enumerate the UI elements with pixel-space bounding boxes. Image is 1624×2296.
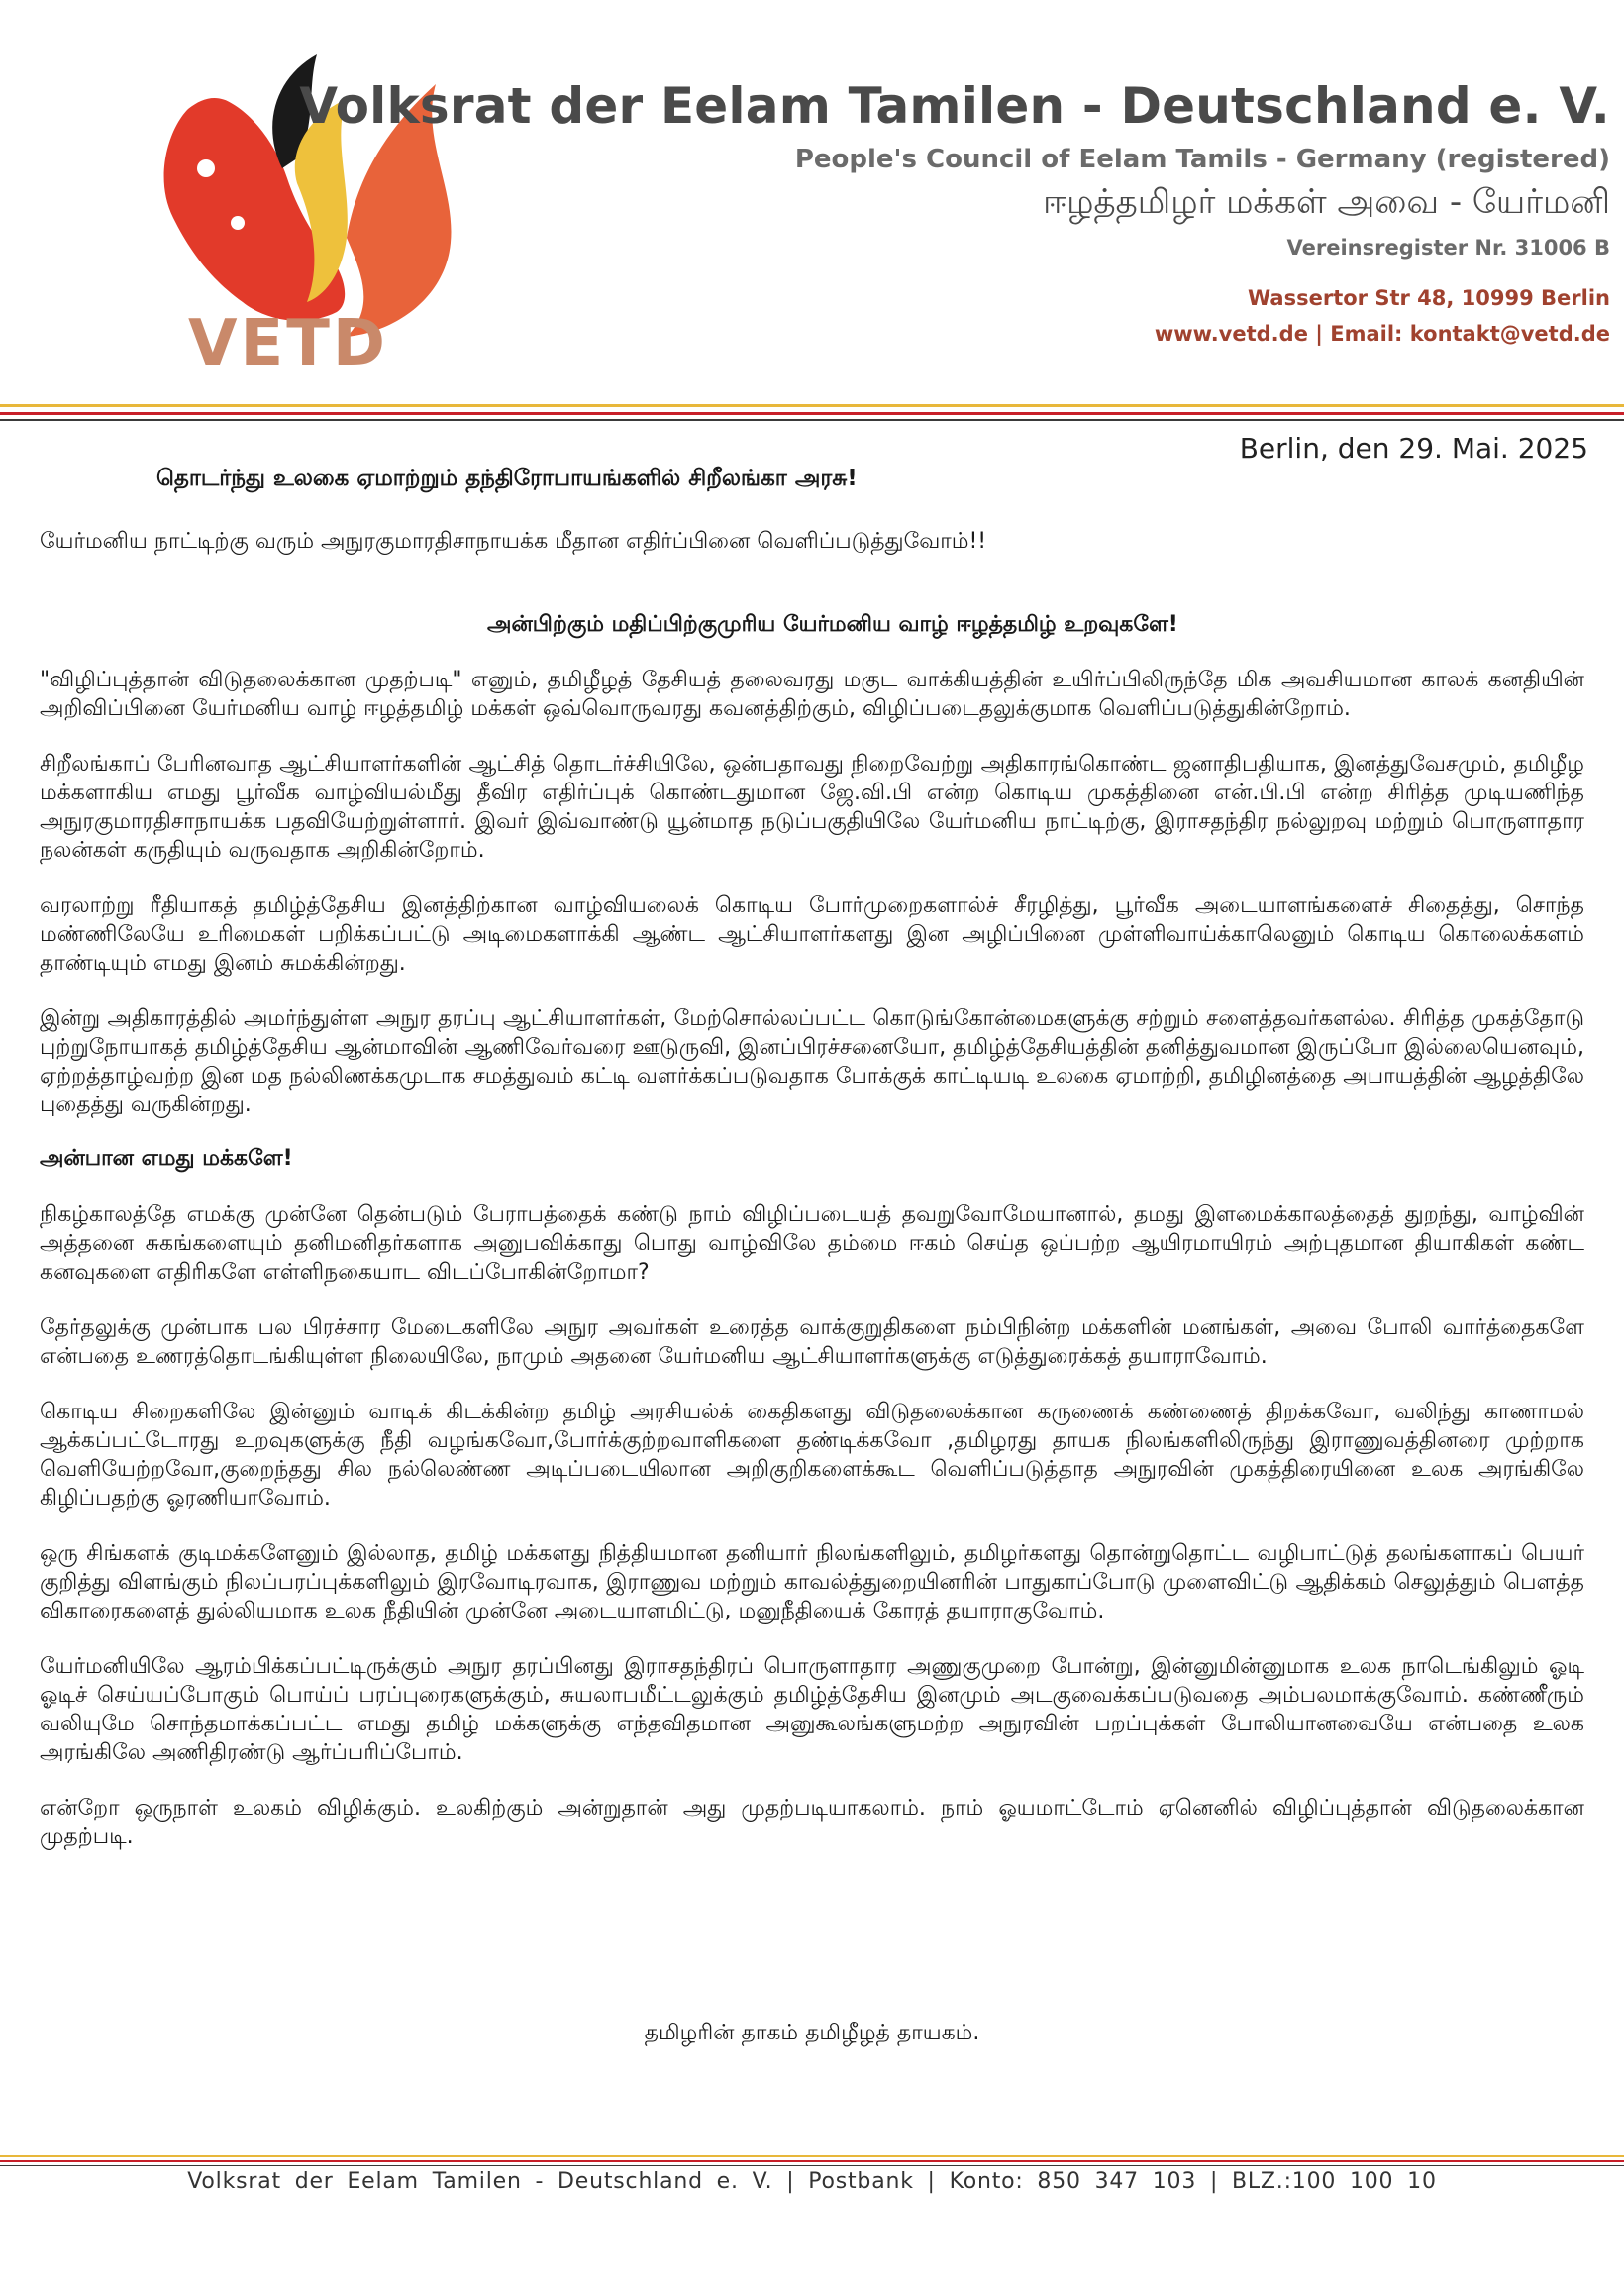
body-paragraph: வரலாற்று ரீதியாகத் தமிழ்த்தேசிய இனத்திற்கான வாழ்வியலைக் கொடிய போர்முறைகளால்ச் சீரழித்து, பூர்வீக அடையாளங்களைச் சிதைத்து, சொந்த மண்ணிலேயே உரிமைகள் பறிக்கப்பட்டு அடிமைகளாக்கி ஆண்ட ஆட்சியாளர்களது இன அழிப்பினை முள்ளிவாய்க்காலெனும் கொடிய கொலைக்களம் தாண்டியும் எமது இனம் சுமக்கின்றது.	[40, 893, 1585, 976]
header-rule-gold	[0, 404, 1624, 407]
body-paragraph: தேர்தலுக்கு முன்பாக பல பிரச்சார மேடைகளிலே அநுர அவர்கள் உரைத்த வாக்குறுதிகளை நம்பிநின்ற மக்களின் மனங்கள், அவை போலி வார்த்தைகளே என்பதை உணரத்தொடங்கியுள்ள நிலையிலே, நாமும் அதனை யேர்மனிய ஆட்சியாளர்களுக்கு எடுத்துரைக்கத் தயாராவோம்.	[40, 1315, 1584, 1369]
body-paragraph: நிகழ்காலத்தே எமக்கு முன்னே தென்படும் பேராபத்தைக் கண்டு நாம் விழிப்படையத் தவறுவோமேயானால், தமது இளமைக்காலத்தைத் துறந்து, வாழ்வின் அத்தனை சுகங்களையும் தனிமனிதர்களாக அனுபவிக்காது பொது வாழ்விலே தம்மை ஈகம் செய்த ஒப்பற்ற ஆயிரமாயிரம் அற்புதமான தியாகிகள் கண்ட கனவுகளை எதிரிகளே எள்ளிநகையாட விடப்போகின்றோமா?	[40, 1202, 1584, 1285]
website-link[interactable]: www.vetd.de	[1154, 322, 1308, 346]
contact-separator: |	[1307, 322, 1331, 346]
closing-slogan: தமிழரின் தாகம் தமிழீழத் தாயகம்.	[644, 2021, 980, 2045]
address: Wassertor Str 48, 10999 Berlin	[1248, 286, 1610, 310]
org-name-german: Volksrat der Eelam Tamilen - Deutschland e. V.	[299, 77, 1610, 135]
letter-title: தொடர்ந்து உலகை ஏமாற்றும் தந்திரோபாயங்களில் சிறீலங்கா அரசு!	[156, 466, 858, 491]
footer-bank-details: Volksrat der Eelam Tamilen - Deutschland e. V. | Postbank | Konto: 850 347 103 | BLZ.:100 100 10	[187, 2169, 1437, 2194]
letter-date: Berlin, den 29. Mai. 2025	[1239, 432, 1588, 465]
footer-rule-red	[0, 2160, 1624, 2162]
section-subheading: அன்பான எமது மக்களே!	[40, 1146, 293, 1171]
logo-island-dot	[231, 216, 245, 230]
footer-rule-dark	[0, 2165, 1624, 2166]
letter-body	[40, 666, 1584, 1878]
header-rule-dark	[0, 419, 1624, 421]
logo-text: VETD	[188, 307, 389, 380]
contact-line	[1155, 322, 1610, 346]
body-paragraph: இன்று அதிகாரத்தில் அமர்ந்துள்ள அநுர தரப்பு ஆட்சியாளர்கள், மேற்சொல்லப்பட்ட கொடுங்கோன்மைகளுக்கு சற்றும் சளைத்தவர்களல்ல. சிரித்த முகத்தோடு புற்றுநோயாகத் தமிழ்த்தேசிய ஆன்மாவின் ஆணிவேர்வரை ஊடுருவி, இனப்பிரச்சனையோ, தமிழ்த்தேசியத்தின் தனித்துவமான இருப்போ இல்லையெனவும், ஏற்றத்தாழ்வற்ற இன மத நல்லிணக்கமுடாக சமத்துவம் கட்டி வளர்க்கப்படுவதாக போக்குக் காட்டியடி உலகை ஏமாற்றி, தமிழினத்தை அபாயத்தின் ஆழத்திலே புதைத்து வருகின்றது.	[40, 1006, 1585, 1117]
letter-greeting: அன்பிற்கும் மதிப்பிற்குமுரிய யேர்மனிய வாழ் ஈழத்தமிழ் உறவுகளே!	[487, 612, 1178, 637]
body-paragraph: என்றோ ஒருநாள் உலகம் விழிக்கும். உலகிற்கும் அன்றுதான் அது முதற்படியாகலாம். நாம் ஓயமாட்டோம் ஏனெனில் விழிப்புத்தான் விடுதலைக்கான முதற்படி.	[40, 1796, 1584, 1849]
register-number: Vereinsregister Nr. 31006 B	[1286, 236, 1610, 260]
org-name-english: People's Council of Eelam Tamils - Germany (registered)	[794, 145, 1610, 174]
body-paragraph: சிறீலங்காப் பேரினவாத ஆட்சியாளர்களின் ஆட்சித் தொடர்ச்சியிலே, ஒன்பதாவது நிறைவேற்று அதிகாரங்கொண்ட ஜனாதிபதியாக, இனத்துவேசமும், தமிழீழ மக்களாகிய எமது பூர்வீக வாழ்வியல்மீது தீவிர எதிர்ப்புக் கொண்டதுமான ஜே.வி.பி என்ற கொடிய முகத்தினை என்.பி.பி என்ற சிரித்த முடியணிந்த அநுரகுமாரதிசாநாயக்க பதவியேற்றுள்ளார். இவர் இவ்வாண்டு யூன்மாத நடுப்பகுதியிலே யேர்மனிய நாட்டிற்கு, இராசதந்திர நல்லுறவு மற்றும் பொருளாதார நலன்கள் கருதியும் வருவதாக அறிகின்றோம்.	[40, 752, 1584, 863]
org-name-tamil: ஈழத்தமிழர் மக்கள் அவை - யேர்மனி	[1043, 182, 1610, 222]
letter-subtitle: யேர்மனிய நாட்டிற்கு வரும் அநுரகுமாரதிசாநாயக்க மீதான எதிர்ப்பினை வெளிப்படுத்துவோம்!!	[40, 529, 987, 554]
body-paragraph: "விழிப்புத்தான் விடுதலைக்கான முதற்படி" எனும், தமிழீழத் தேசியத் தலைவரது மகுட வாக்கியத்தின் உயிர்ப்பிலிருந்தே மிக அவசியமான காலக் கனதியின் அறிவிப்பினை யேர்மனிய வாழ் ஈழத்தமிழ் மக்கள் ஒவ்வொருவரது கவனத்திற்கும், விழிப்படைதலுக்குமாக வெளிப்படுத்துகின்றோம்.	[40, 668, 1584, 721]
body-paragraph: கொடிய சிறைகளிலே இன்னும் வாடிக் கிடக்கின்ற தமிழ் அரசியல்க் கைதிகளது விடுதலைக்கான கருணைக் கண்ணைத் திறக்கவோ, வலிந்து காணாமல் ஆக்கப்பட்டோரது உறவுகளுக்கு நீதி வழங்கவோ,போர்க்குற்றவாளிகளை தண்டிக்கவோ ,தமிழரது தாயக நிலங்களிலிருந்து இராணுவத்தினரை முற்றாக வெளியேற்றவோ,குறைந்தது சில நல்லெண்ண அடிப்படையிலான அறிகுறிகளைக்கூட வெளிப்படுத்தாத அநுரவின் முகத்திரையினை உலக அரங்கிலே கிழிப்பதற்கு ஓரணியாவோம்.	[40, 1400, 1584, 1511]
body-paragraph: ஒரு சிங்களக் குடிமக்களேனும் இல்லாத, தமிழ் மக்களது நித்தியமான தனியார் நிலங்களிலும், தமிழர்களது தொன்றுதொட்ட வழிபாட்டுத் தலங்களாகப் பெயர் குறித்து விளங்கும் நிலப்பரப்புக்களிலும் இரவோடிரவாக, இராணுவ மற்றும் காவல்த்துறையினரின் பாதுகாப்போடு முளைவிட்டு ஆதிக்கம் செலுத்தும் பௌத்த விகாரைகளைத் துல்லியமாக உலக நீதியின் முன்னே அடையாளமிட்டு, மனுநீதியைக் கோரத் தயாராகுவோம்.	[40, 1541, 1584, 1623]
logo-island-dot	[197, 159, 215, 177]
header-rule-red	[0, 412, 1624, 415]
body-paragraph: யேர்மனியிலே ஆரம்பிக்கப்பட்டிருக்கும் அநுர தரப்பினது இராசதந்திரப் பொருளாதார அணுகுமுறை போன்று, இன்னுமின்னுமாக உலக நாடெங்கிலும் ஓடி ஓடிச் செய்யப்போகும் பொய்ப் பரப்புரைகளுக்கும், சுயலாபமீட்டலுக்கும் தமிழ்த்தேசிய இனமும் அடகுவைக்கப்படுவதை அம்பலமாக்குவோம். கண்ணீரும் வலியுமே சொந்தமாக்கப்பட்ட எமது தமிழ் மக்களுக்கு எந்தவிதமான அனுகூலங்களுமற்ற அநுரவின் பறப்புக்கள் போலியானவையே என்பதை உலக அரங்கிலே அணிதிரண்டு ஆர்ப்பரிப்போம்.	[40, 1654, 1584, 1765]
footer-rule-gold	[0, 2155, 1624, 2157]
email-link[interactable]: Email: kontakt@vetd.de	[1330, 322, 1610, 346]
